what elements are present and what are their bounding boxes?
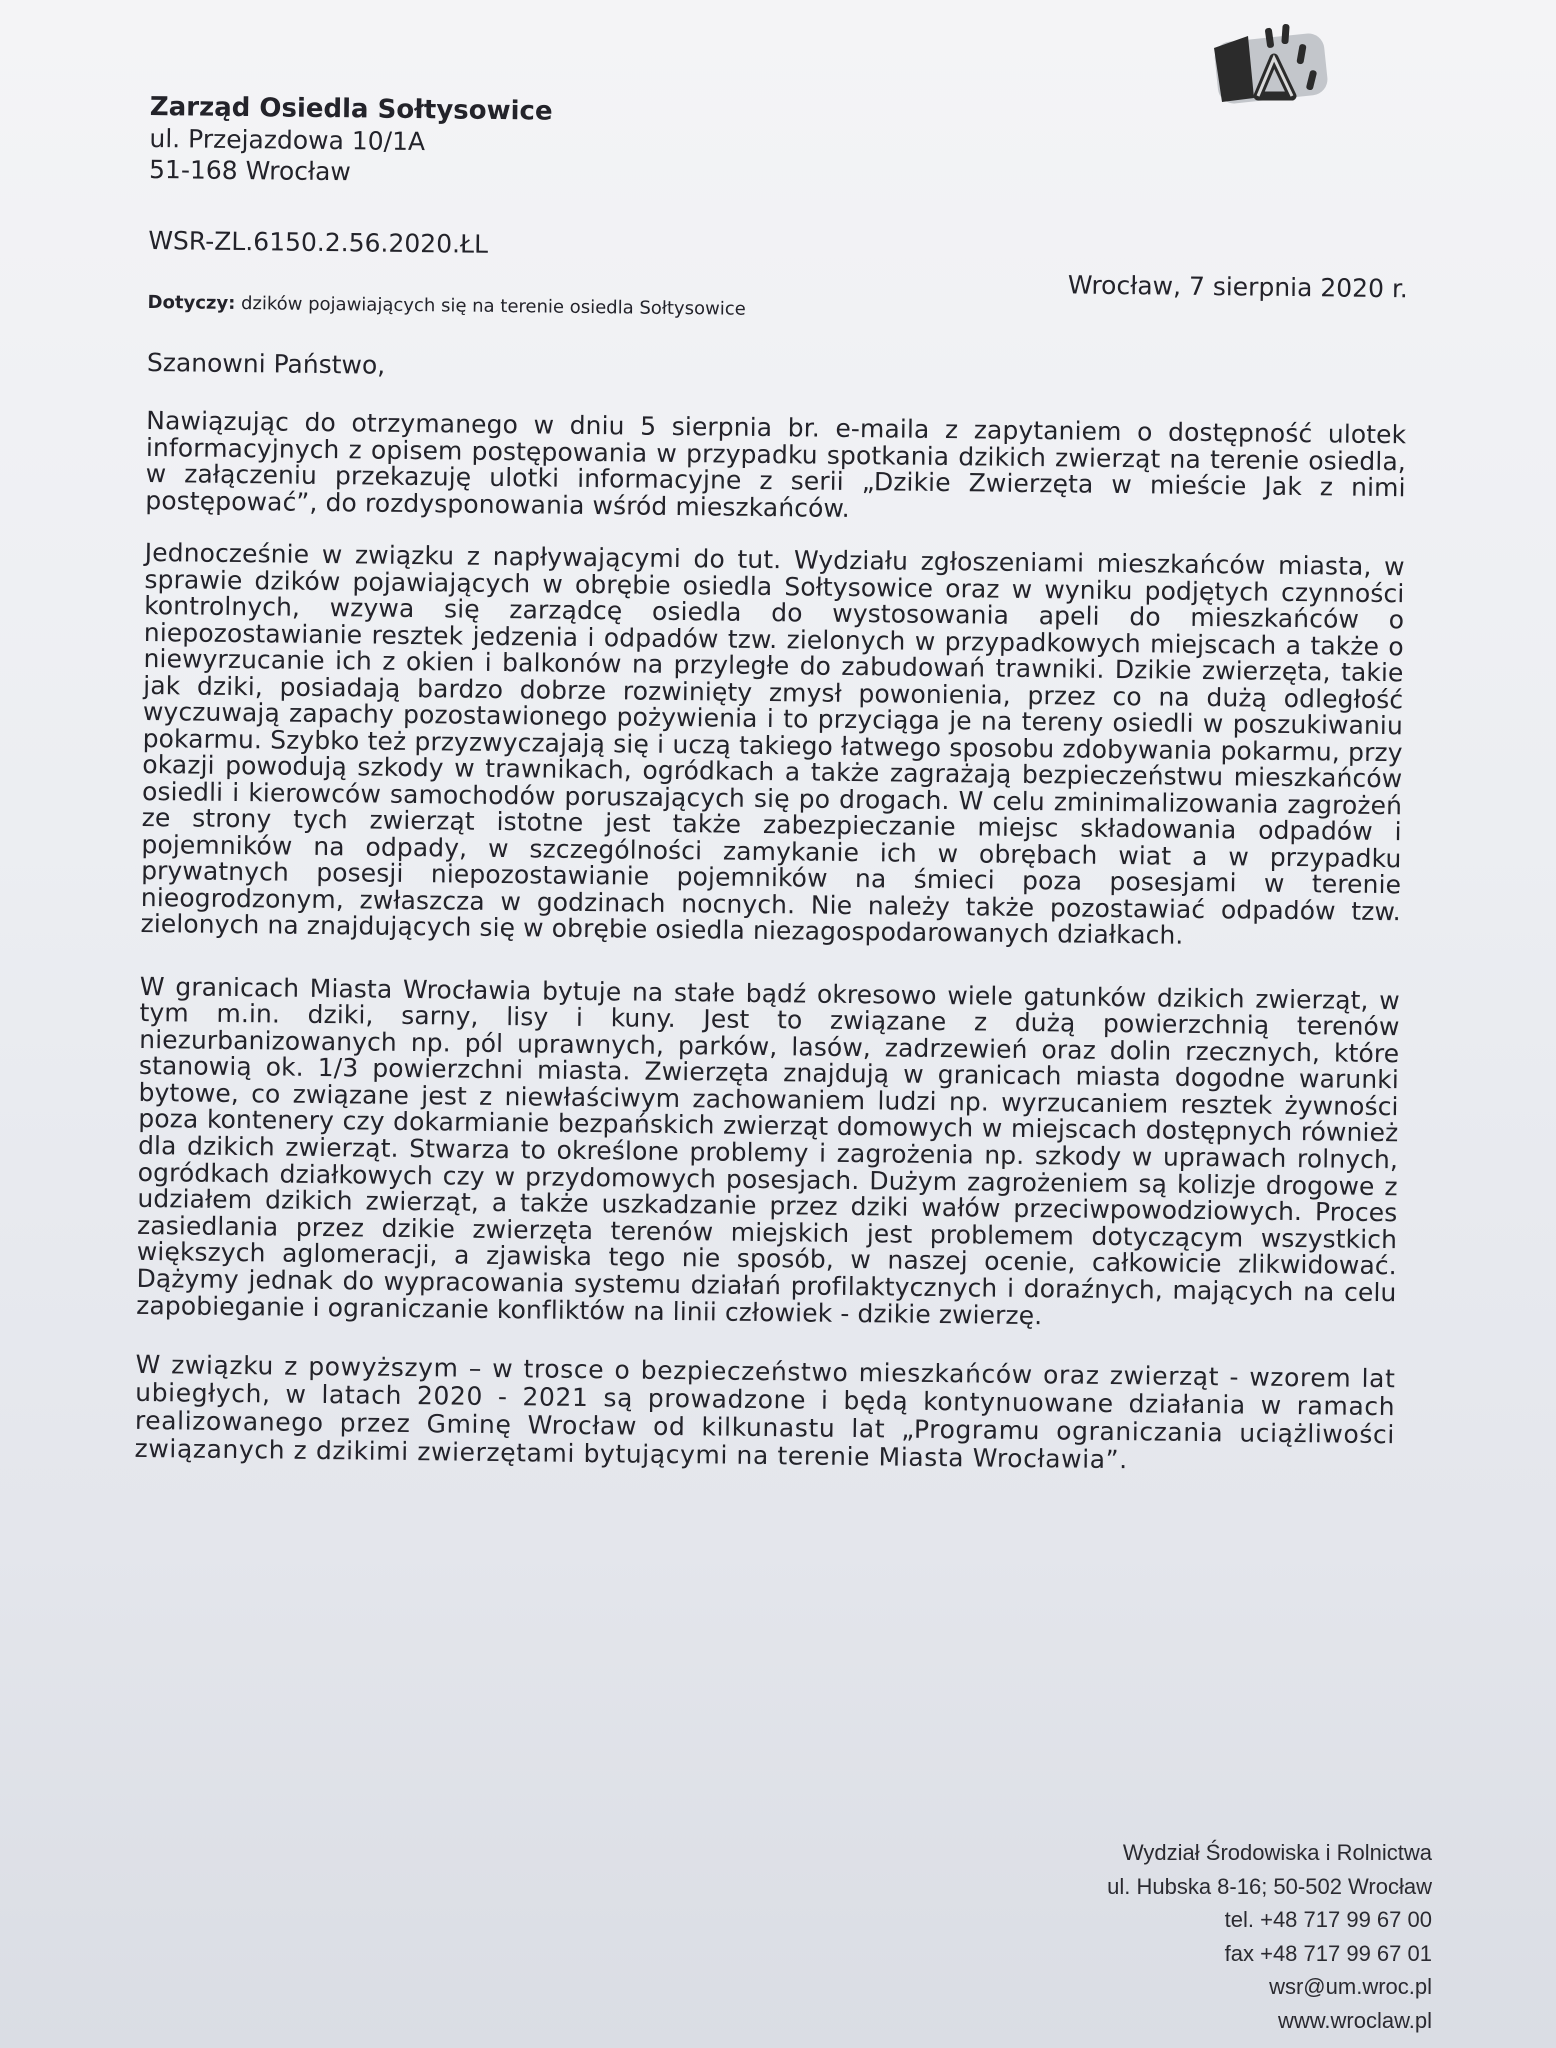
subject-text: dzików pojawiających się na terenie osiedla Sołtysowice bbox=[240, 293, 746, 320]
footer-fax: fax +48 717 99 67 01 bbox=[1224, 1940, 1432, 1966]
footer-tel: tel. +48 717 99 67 00 bbox=[1224, 1907, 1432, 1932]
paragraph-3: W granicach Miasta Wrocławia bytuje na stałe bądź okresowo wiele gatunków dzikich zwierząt, w tym m.in. dziki, sarny, lisy i kuny. Jest to związane z dużą powierzchnią terenów niezurbanizowanych np. pól uprawnych, parków, lasów, zadrzewień oraz dolin rzecznych, które stanowią ok. 1/3 powierzchni miasta. Zwierzęta znajdują w granicach miasta dogodne warunki bytowe, co związane jest z niewłaściwym zachowaniem ludzi np. wyrzucaniem resztek żywności poza kontenery czy dokarmianie bezpańskich zwierząt domowych w miejscach dostępnych również dla dzikich zwierząt. Stwarza to określone problemy i zagrożenia np. szkody w uprawach rolnych, ogródkach działkowych czy w przydomowych posesjach. Dużym zagrożeniem są kolizje drogowe z udziałem dzikich zwierząt, a także uszkadzanie przez dziki wałów przeciwpowodziowych. Proces zasiedlania przez dzikie zwierzęta terenów miejskich jest problemem dotyczącym wszystkich większych aglomeracji, a zjawiska tego nie sposób, w naszej ocenie, całkowicie zlikwidować. Dążymy jednak do wypracowania systemu działań profilaktycznych i doraźnych, mających na celu zapobieganie i ograniczanie konfliktów na linii człowiek - dzikie zwierzę. bbox=[136, 971, 1400, 1330]
letter-body bbox=[134, 92, 1410, 1502]
letter-date: Wrocław, 7 sierpnia 2020 r. bbox=[1067, 270, 1409, 304]
reference-number: WSR-ZL.6150.2.56.2020.ŁL bbox=[148, 225, 489, 259]
paragraph-1: Nawiązując do otrzymanego w dniu 5 sierpnia br. e-maila z zapytaniem o dostępność ulotek informacyjnych z opisem postępowania w przypadku spotkania dzikich zwierząt na terenie osiedla, w załączeniu przekazuję ulotki informacyjne z serii „Dzikie Zwierzęta w mieście Jak z nimi postępować”, do rozdysponowania wśród mieszkańców. bbox=[145, 405, 1407, 523]
sender-street: ul. Przejazdowa 10/1A bbox=[149, 123, 426, 157]
footer-email: wsr@um.wroc.pl bbox=[1269, 1974, 1432, 1999]
footer-address: ul. Hubska 8-16; 50-502 Wrocław bbox=[1107, 1873, 1432, 1899]
wroclaw-city-logo-icon bbox=[1196, 18, 1336, 118]
sender-address bbox=[149, 92, 1410, 199]
footer-website: www.wroclaw.pl bbox=[1277, 2007, 1432, 2033]
sender-org: Zarząd Osiedla Sołtysowice bbox=[149, 92, 553, 127]
footer-department: Wydział Środowiska i Rolnictwa bbox=[1122, 1840, 1432, 1865]
salutation: Szanowni Państwo, bbox=[146, 347, 386, 380]
sender-city: 51-168 Wrocław bbox=[148, 154, 352, 187]
paragraph-2: Jednocześnie w związku z napływającymi do tut. Wydziału zgłoszeniami mieszkańców miasta, w sprawie dzików pojawiających w obrębie osiedla Sołtysowice oraz w wyniku podjętych czynności kontrolnych, wzywa się zarządcę osiedla do wystosowania apeli do mieszkańców o niepozostawianie resztek jedzenia i odpadów tzw. zielonych w przypadkowych miejscach a także o niewyrzucanie ich z okien i balkonów na przyległe do zabudowań trawniki. Dzikie zwierzęta, takie jak dziki, posiadają bardzo dobrze rozwinięty zmysł powonienia, przez co na dużą odległość wyczuwają zapachy pozostawionego pożywienia i to przyciąga je na tereny osiedli w poszukiwaniu pokarmu. Szybko też przyzwyczajają się i uczą takiego łatwego sposobu zdobywania pokarmu, przy okazji powodują szkody w trawnikach, ogródkach a także zagrażają bezpieczeństwu mieszkańców osiedli i kierowców samochodów poruszających się po drogach. W celu zminimalizowania zagrożeń ze strony tych zwierząt istotne jest także zabezpieczanie miejsc składowania odpadów i pojemników na odpady, w szczególności zamykanie ich w obrębach wiat a w przypadku prywatnych posesji niepozostawianie pojemników na śmieci poza posesjami w terenie nieogrodzonym, zwłaszcza w godzinach nocnych. Nie należy także pozostawiać odpadów tzw. zielonych na znajdujących się w obrębie osiedla niezagospodarowanych działkach. bbox=[140, 537, 1405, 950]
paragraph-4: W związku z powyższym – w trosce o bezpieczeństwo mieszkańców oraz zwierząt - wzorem lat ubiegłych, w latach 2020 - 2021 są prowadzone i będą kontynuowane działania w ramach realizowanego przez Gminę Wrocław od kilkunastu lat „Programu ograniczania uciążliwości związanych z dzikimi zwierzętami bytującymi na terenie Miasta Wrocławia”. bbox=[134, 1350, 1396, 1475]
subject-label: Dotyczy: bbox=[147, 291, 236, 314]
department-footer bbox=[1107, 1836, 1432, 2037]
